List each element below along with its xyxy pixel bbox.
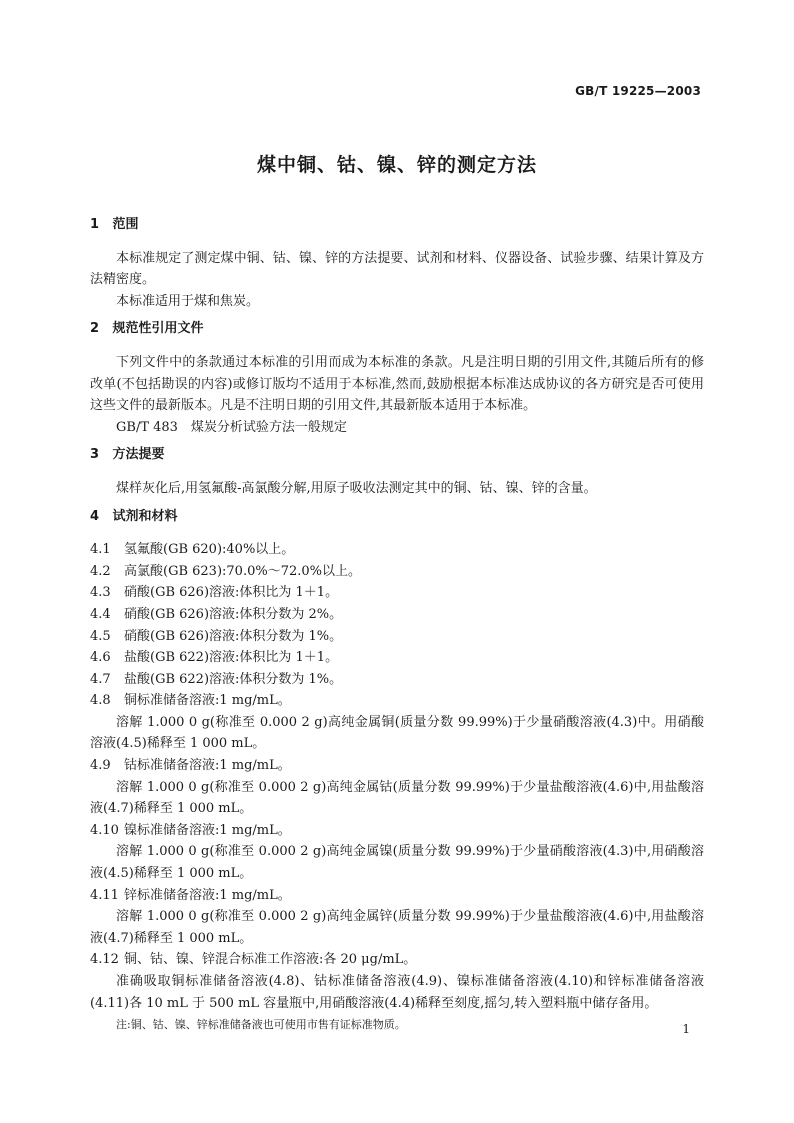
section-number: 1 bbox=[90, 217, 100, 232]
section-heading-3 bbox=[90, 444, 704, 466]
item-description: 溶解 1.000 0 g(称准至 0.000 2 g)高纯金属铜(质量分数 99.99%)于少量硝酸溶液(4.3)中。用硝酸溶液(4.5)稀释至 1 000 mL。 bbox=[90, 714, 704, 752]
item-description: 溶解 1.000 0 g(称准至 0.000 2 g)高纯金属锌(质量分数 99.99%)于少量盐酸溶液(4.6)中,用盐酸溶液(4.7)稀释至 1 000 mL。 bbox=[90, 909, 704, 946]
list-item bbox=[90, 582, 704, 604]
item-description: 准确吸取铜标准储备溶液(4.8)、钴标准储备溶液(4.9)、镍标准储备溶液(4.10)和锌标准储备溶液(4.11)各 10 mL 于 500 mL 容量瓶中,用硝酸溶液(4.4)稀释至刻度,摇匀,转入塑料瓶中储存备用。 bbox=[90, 974, 704, 1011]
item-number: 4.10 bbox=[90, 822, 119, 838]
normative-reference: GB/T 483 煤炭分析试验方法一般规定 bbox=[116, 419, 347, 435]
item-number: 4.12 bbox=[90, 952, 119, 968]
paragraph: 本标准适用于煤和焦炭。 bbox=[116, 293, 260, 309]
item-number: 4.8 bbox=[90, 693, 111, 709]
list-item bbox=[90, 820, 704, 842]
item-number: 4.6 bbox=[90, 650, 111, 666]
item-text: 铜标准储备溶液:1 mg/mL。 bbox=[124, 693, 291, 709]
item-text: 钴标准储备溶液:1 mg/mL。 bbox=[124, 758, 291, 774]
item-text: 铜、钴、镍、锌混合标准工作溶液:各 20 μg/mL。 bbox=[124, 952, 417, 968]
section-heading-2 bbox=[90, 318, 704, 340]
document-body bbox=[90, 214, 704, 1036]
item-number: 4.7 bbox=[90, 671, 111, 687]
section-title: 范围 bbox=[112, 217, 139, 232]
paragraph: 煤样灰化后,用氢氟酸-高氯酸分解,用原子吸收法测定其中的铜、钴、镍、锌的含量。 bbox=[116, 480, 597, 496]
list-item bbox=[90, 949, 704, 971]
standard-number: GB/T 19225—2003 bbox=[575, 84, 701, 98]
paragraph: 下列文件中的条款通过本标准的引用而成为本标准的条款。凡是注明日期的引用文件,其随后所有的修改单(不包括勘误的内容)或修订版均不适用于本标准,然而,鼓励根据本标准达成协议的各方研究是否可使用这些文件的最新版本。凡是不注明日期的引用文件,其最新版本适用于本标准。 bbox=[90, 354, 704, 414]
list-item bbox=[90, 539, 704, 561]
section-title: 方法提要 bbox=[112, 447, 165, 463]
document-title: 煤中铜、钴、镍、锌的测定方法 bbox=[256, 154, 537, 176]
item-number: 4.4 bbox=[90, 606, 111, 622]
item-number: 4.9 bbox=[90, 758, 111, 774]
list-item bbox=[90, 647, 704, 669]
section-title: 规范性引用文件 bbox=[112, 321, 204, 337]
item-number: 4.2 bbox=[90, 563, 111, 579]
paragraph: 本标准规定了测定煤中铜、钴、镍、锌的方法提要、试剂和材料、仪器设备、试验步骤、结果计算及方法精密度。 bbox=[90, 250, 704, 288]
item-text: 镍标准储备溶液:1 mg/mL。 bbox=[124, 822, 291, 838]
list-item bbox=[90, 885, 704, 907]
section-heading-4 bbox=[90, 506, 704, 528]
section-number: 3 bbox=[90, 447, 100, 463]
section-heading-1 bbox=[90, 214, 704, 236]
list-item bbox=[90, 626, 704, 648]
item-text: 盐酸(GB 622)溶液:体积比为 1＋1。 bbox=[124, 650, 339, 666]
item-text: 氢氟酸(GB 620):40%以上。 bbox=[124, 542, 295, 558]
item-number: 4.1 bbox=[90, 542, 111, 558]
note: 注:铜、钴、镍、锌标准储备液也可使用市售有证标准物质。 bbox=[116, 1018, 406, 1032]
item-text: 盐酸(GB 622)溶液:体积分数为 1%。 bbox=[124, 671, 343, 687]
item-text: 硝酸(GB 626)溶液:体积分数为 1%。 bbox=[124, 628, 343, 644]
section-number: 2 bbox=[90, 321, 100, 337]
item-number: 4.3 bbox=[90, 585, 111, 601]
section-title: 试剂和材料 bbox=[112, 508, 178, 524]
item-number: 4.11 bbox=[90, 887, 119, 903]
list-item bbox=[90, 690, 704, 712]
item-description: 溶解 1.000 0 g(称准至 0.000 2 g)高纯金属钴(质量分数 99.99%)于少量盐酸溶液(4.6)中,用盐酸溶液(4.7)稀释至 1 000 mL。 bbox=[90, 779, 704, 817]
list-item bbox=[90, 561, 704, 583]
section-number: 4 bbox=[90, 508, 100, 524]
list-item bbox=[90, 669, 704, 691]
list-item bbox=[90, 755, 704, 777]
item-text: 硝酸(GB 626)溶液:体积分数为 2%。 bbox=[124, 606, 343, 622]
item-number: 4.5 bbox=[90, 628, 111, 644]
page-number: 1 bbox=[682, 1022, 690, 1036]
item-text: 高氯酸(GB 623):70.0%～72.0%以上。 bbox=[124, 563, 362, 579]
item-text: 锌标准储备溶液:1 mg/mL。 bbox=[124, 887, 291, 903]
item-description: 溶解 1.000 0 g(称准至 0.000 2 g)高纯金属镍(质量分数 99.99%)于少量硝酸溶液(4.3)中,用硝酸溶液(4.5)稀释至 1 000 mL。 bbox=[90, 844, 704, 882]
item-text: 硝酸(GB 626)溶液:体积比为 1＋1。 bbox=[124, 585, 339, 601]
list-item bbox=[90, 604, 704, 626]
